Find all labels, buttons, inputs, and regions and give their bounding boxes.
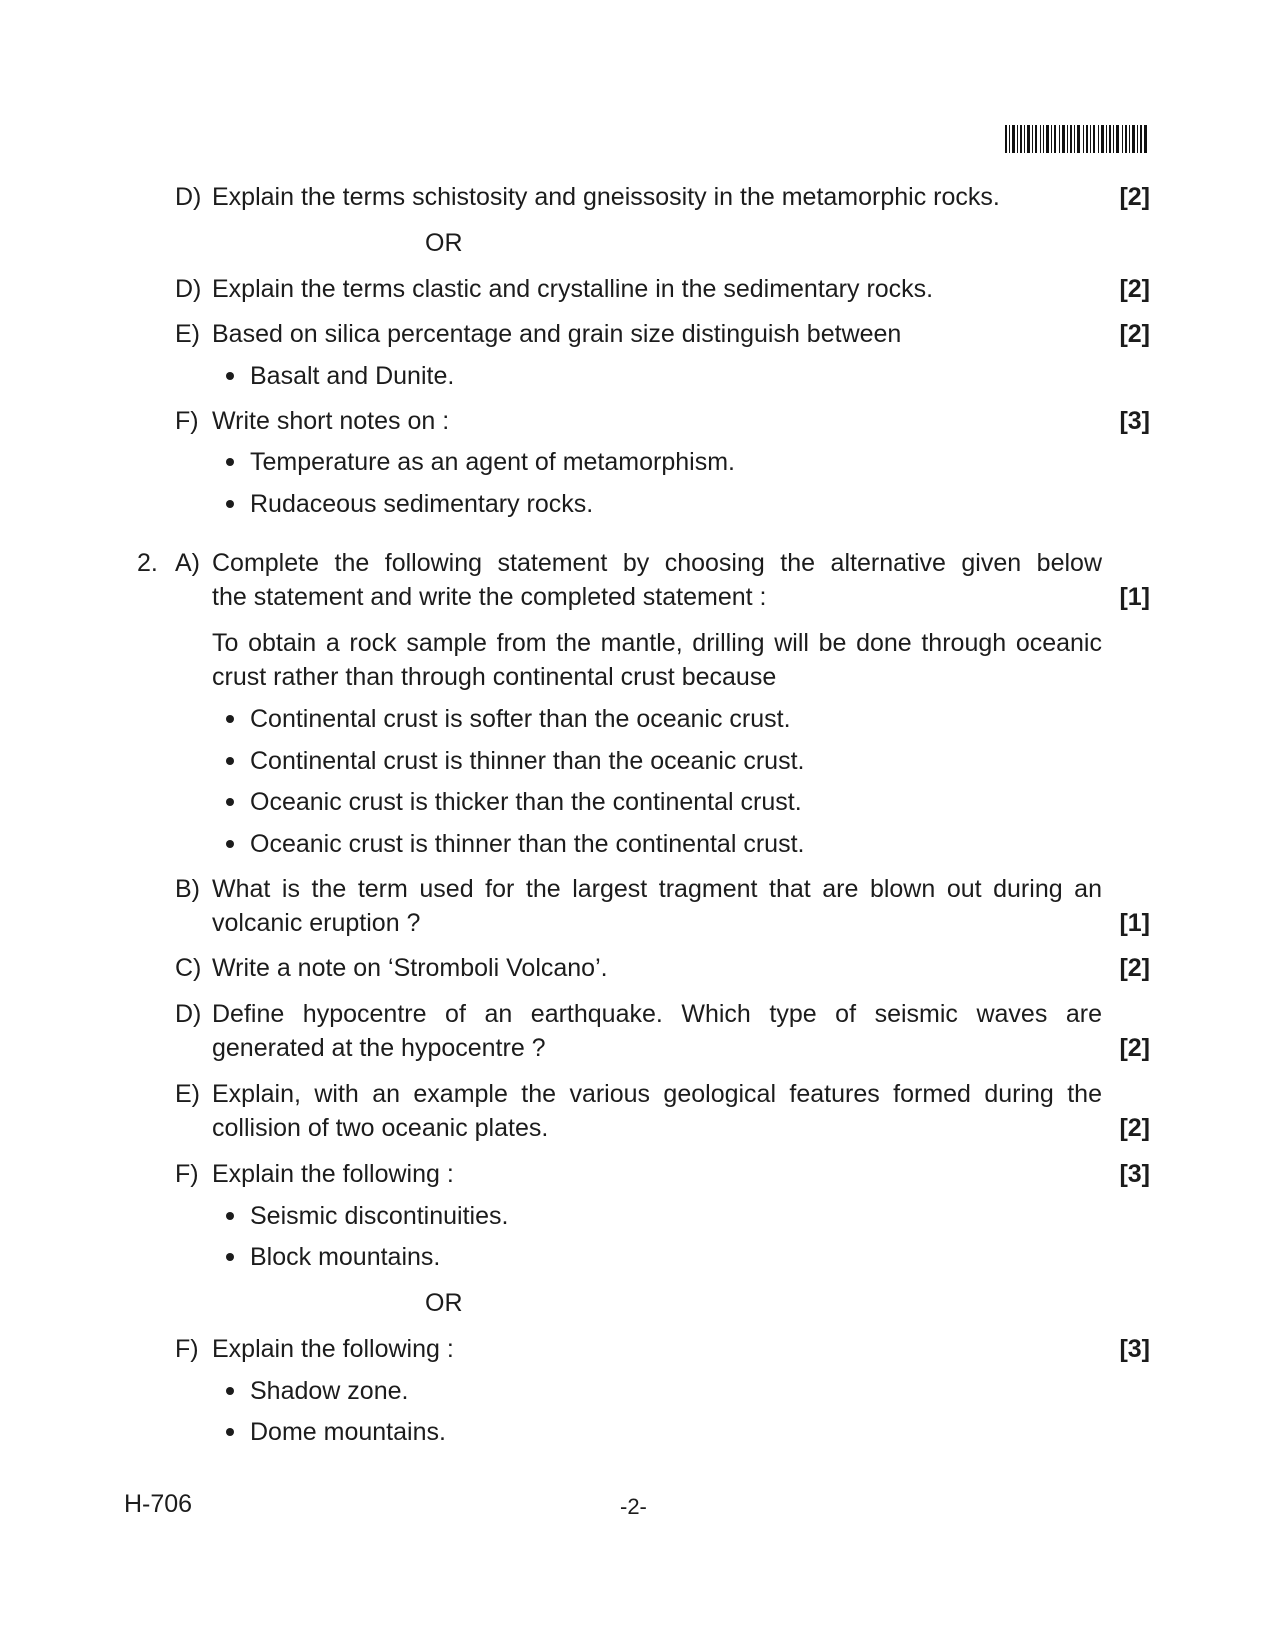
list-item: Seismic discontinuities. [250,1202,509,1230]
question-letter: F) [175,1160,199,1188]
marks: [1] [1119,909,1150,937]
bullet-icon [226,1253,234,1261]
bullet-icon [226,1212,234,1220]
question-stem: To obtain a rock sample from the mantle, drilling will be done through oceanic [212,629,1102,657]
question-text-cont: volcanic eruption ? [212,909,421,937]
bullet-icon [226,500,234,508]
marks: [2] [1119,320,1150,348]
question-text-cont: the statement and write the completed statement : [212,583,767,611]
question-stem-cont: crust rather than through continental crust because [212,663,777,691]
page-number: -2- [620,1494,647,1519]
question-letter: B) [175,875,200,903]
paper-code: H-706 [124,1490,193,1518]
question-text: Write short notes on : [212,407,450,435]
question-letter: D) [175,1000,202,1028]
question-text: Based on silica percentage and grain size distinguish between [212,320,902,348]
option-item: Continental crust is thinner than the oceanic crust. [250,747,805,775]
question-text-cont: collision of two oceanic plates. [212,1114,549,1142]
bullet-icon [226,1387,234,1395]
question-text: Explain the terms schistosity and gneissosity in the metamorphic rocks. [212,183,1000,211]
question-text: What is the term used for the largest tragment that are blown out during an [212,875,1102,903]
bullet-icon [226,757,234,765]
question-text: Explain the following : [212,1335,454,1363]
bullet-icon [226,715,234,723]
question-letter: F) [175,407,199,435]
question-text: Explain the following : [212,1160,454,1188]
marks: [3] [1119,1335,1150,1363]
marks: [2] [1119,1034,1150,1062]
marks: [3] [1119,407,1150,435]
question-letter: C) [175,954,202,982]
marks: [2] [1119,183,1150,211]
question-text: Write a note on ‘Stromboli Volcano’. [212,954,608,982]
question-letter: F) [175,1335,199,1363]
question-number: 2. [137,549,158,577]
question-text: Define hypocentre of an earthquake. Which type of seismic waves are [212,1000,1102,1028]
bullet-icon [226,372,234,380]
marks: [2] [1119,1114,1150,1142]
question-letter: D) [175,275,202,303]
or-separator: OR [425,229,463,257]
option-item: Oceanic crust is thicker than the continental crust. [250,788,802,816]
question-text: Explain the terms clastic and crystalline in the sedimentary rocks. [212,275,934,303]
question-text: Complete the following statement by choosing the alternative given below [212,549,1102,577]
list-item: Basalt and Dunite. [250,362,455,390]
question-letter: E) [175,1080,200,1108]
marks: [2] [1119,275,1150,303]
bullet-icon [226,840,234,848]
list-item: Rudaceous sedimentary rocks. [250,490,594,518]
bullet-icon [226,458,234,466]
question-text: Explain, with an example the various geological features formed during the [212,1080,1102,1108]
list-item: Temperature as an agent of metamorphism. [250,448,735,476]
question-text-cont: generated at the hypocentre ? [212,1034,546,1062]
bullet-icon [226,1428,234,1436]
option-item: Oceanic crust is thinner than the continental crust. [250,830,805,858]
list-item: Shadow zone. [250,1377,409,1405]
or-separator: OR [425,1289,463,1317]
option-item: Continental crust is softer than the oceanic crust. [250,705,791,733]
question-letter: E) [175,320,200,348]
question-letter: D) [175,183,202,211]
list-item: Dome mountains. [250,1418,446,1446]
marks: [3] [1119,1160,1150,1188]
barcode [1005,125,1147,153]
bullet-icon [226,798,234,806]
marks: [1] [1119,583,1150,611]
question-letter: A) [175,549,200,577]
list-item: Block mountains. [250,1243,441,1271]
marks: [2] [1119,954,1150,982]
